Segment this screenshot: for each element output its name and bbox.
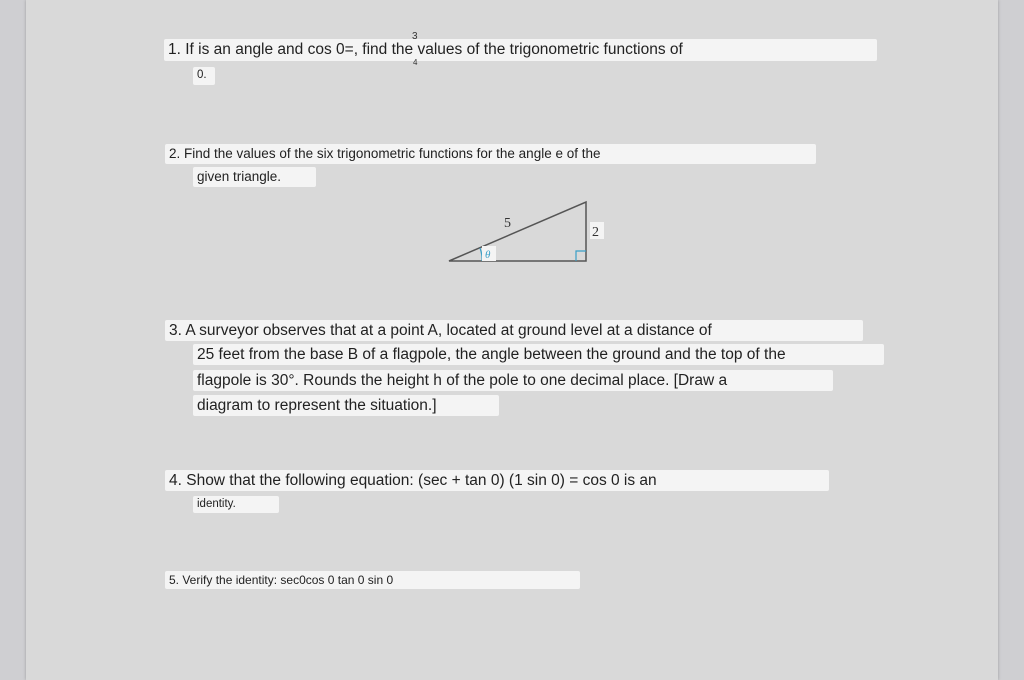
opposite-label: 2 (592, 225, 599, 240)
question-4-line-1: 4. Show that the following equation: (sec + tan 0) (1 sin 0) = cos 0 is an (165, 470, 829, 491)
question-3-line-3: flagpole is 30°. Rounds the height h of the pole to one decimal place. [Draw a (193, 370, 833, 391)
right-angle-marker (576, 251, 586, 261)
question-3-line-4: diagram to represent the situation.] (193, 395, 499, 416)
angle-arc (480, 248, 482, 261)
hypotenuse-label: 5 (504, 216, 511, 231)
question-1-line-1: 1. If is an angle and cos 0=, find the values of the trigonometric functions of (164, 39, 877, 61)
question-1-fraction-denominator: 4 (413, 58, 418, 67)
question-2-line-2: given triangle. (193, 167, 316, 187)
triangle-shape (449, 202, 586, 261)
question-4-line-2: identity. (193, 496, 279, 513)
right-triangle-diagram (440, 190, 620, 270)
question-3-line-1: 3. A surveyor observes that at a point A, located at ground level at a distance of (165, 320, 863, 341)
angle-label: θ (485, 249, 491, 261)
question-1-line-2: 0. (193, 67, 215, 85)
question-2-line-1: 2. Find the values of the six trigonometric functions for the angle e of the (165, 144, 816, 164)
question-5-line-1: 5. Verify the identity: sec0cos 0 tan 0 sin 0 (165, 571, 580, 589)
question-1-fraction-numerator: 3 (412, 31, 418, 42)
question-3-line-2: 25 feet from the base B of a flagpole, the angle between the ground and the top of the (193, 344, 884, 365)
